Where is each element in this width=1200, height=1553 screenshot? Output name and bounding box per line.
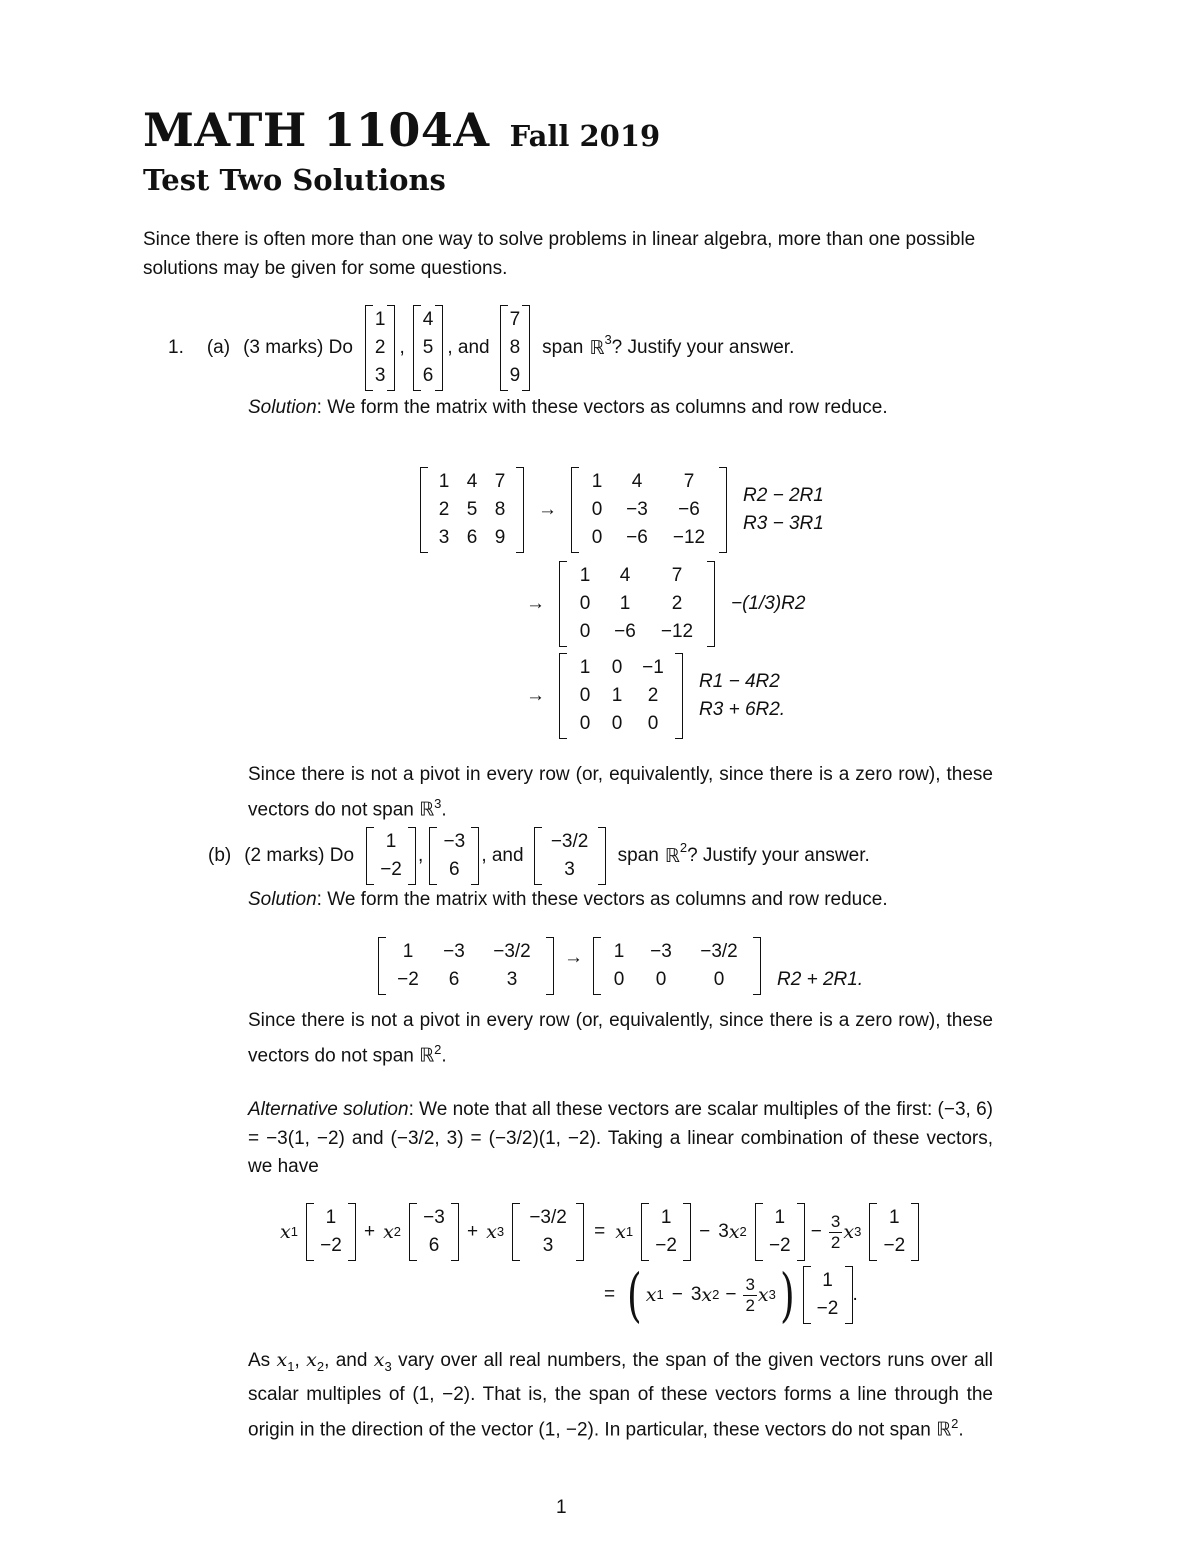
matrix-a3: 1 0 −1 0 1 2 0 0 0 bbox=[559, 653, 683, 739]
row-ops-a2: −(1/3)R2 bbox=[731, 593, 806, 614]
solution-1a-intro: Solution: We form the matrix with these vectors as columns and row reduce. bbox=[248, 397, 888, 418]
page-number: 1 bbox=[556, 1497, 567, 1518]
row-reduction-b: 1 −3 −3/2 −2 6 3 → 1 −3 −3/2 0 0 0 R2 + 2R1. bbox=[378, 937, 863, 995]
part-label: (b) bbox=[208, 844, 232, 866]
term: Fall 2019 bbox=[509, 119, 661, 153]
row-ops-a3: R1 − 4R2 R3 + 6R2. bbox=[699, 671, 786, 720]
row-ops-a1: R2 − 2R1 R3 − 3R1 bbox=[743, 485, 824, 534]
and-word: , and bbox=[447, 336, 490, 358]
conclusion-1b: Since there is not a pivot in every row (or, equivalently, since there is a zero row), these vectors do not span ℝ$^2$. bbox=[248, 1010, 993, 1066]
final-paragraph: As $x_1$, $x_2$, and $x_3$ vary over all real numbers, the span of the given vectors runs over all scalar multiples of (1, −2). That is, the span of these vectors forms a line through the origin in the direction of the vector (1, −2). In particular, these vectors do not span ℝ$^2$. bbox=[248, 1349, 993, 1441]
intro-paragraph: Since there is often more than one way to solve problems in linear algebra, more than one possible solutions may be given for some questions. bbox=[143, 229, 976, 279]
page-title bbox=[143, 105, 660, 155]
linear-combination-result: = ( x 1 − 3 x 2 − $\frac{3}{2}$ x 3 ) 1 −2 . bbox=[604, 1261, 858, 1329]
page-subtitle: Test Two Solutions bbox=[143, 163, 446, 197]
row-reduction-a-step1 bbox=[420, 467, 824, 553]
vector-b3: −3/2 3 bbox=[534, 827, 606, 885]
conclusion-1a: Since there is not a pivot in every row (or, equivalently, since there is a zero row), these vectors do not span ℝ$^3$. bbox=[248, 764, 993, 820]
solution-1b-intro: Solution: We form the matrix with these vectors as columns and row reduce. bbox=[248, 889, 888, 910]
question-1a-prompt: 1. (a) (3 marks) Do 1 2 3 , 4 5 6 , and 7 8 9 span ℝ $^3$ ? Justify your answer. bbox=[168, 306, 794, 390]
alternative-solution: Alternative solution: We note that all these vectors are scalar multiples of the first: (−3, 6) = −3(1, −2) and (−3/2, 3) = (−3/2)(1, −2). Taking a linear combination of these vectors, we have bbox=[248, 1099, 993, 1177]
course-code: MATH 1104A bbox=[143, 103, 490, 157]
arrow: → bbox=[538, 498, 557, 520]
vector-a1: 1 2 3 bbox=[365, 305, 396, 391]
row-reduction-a-step2: → 1 4 7 0 1 2 0 −6 −12 −(1/3)R2 bbox=[526, 561, 805, 647]
matrix-a2: 1 4 7 0 1 2 0 −6 −12 bbox=[559, 561, 715, 647]
matrix-b1: 1 −3 −3/2 0 0 0 bbox=[593, 937, 761, 995]
vector-a2: 4 5 6 bbox=[413, 305, 444, 391]
vector-b2: −3 6 bbox=[429, 827, 479, 885]
row-reduction-a-step3: → 1 0 −1 0 1 2 0 0 0 R1 − 4R2 R3 + 6R2. bbox=[526, 653, 785, 739]
matrix-a0: 1 4 7 2 5 8 3 6 9 bbox=[420, 467, 524, 553]
marks: (2 marks) Do bbox=[244, 844, 355, 866]
matrix-b0: 1 −3 −3/2 −2 6 3 bbox=[378, 937, 554, 995]
part-label: (a) bbox=[206, 336, 231, 358]
question-1b-prompt: (b) (2 marks) Do 1 −2 , −3 6 , and −3/2 3 span ℝ $^2$ ? Justify your answer. bbox=[208, 826, 870, 886]
vector-b1: 1 −2 bbox=[366, 827, 416, 885]
vector-a3: 7 8 9 bbox=[500, 305, 531, 391]
solution-label: Solution bbox=[248, 397, 317, 418]
marks: (3 marks) Do bbox=[243, 336, 353, 358]
matrix-a1: 1 4 7 0 −3 −6 0 −6 −12 bbox=[571, 467, 727, 553]
row-op-b: R2 + 2R1. bbox=[777, 968, 864, 990]
question-number: 1. bbox=[168, 336, 184, 358]
linear-combination-equation: x 1 1 −2 + x 2 −3 6 + x 3 −3/2 3 = x 1 1 −2 − 3 x 2 1 −2 − $\frac{3}{2}$ x 3 1 −2 bbox=[280, 1203, 919, 1261]
